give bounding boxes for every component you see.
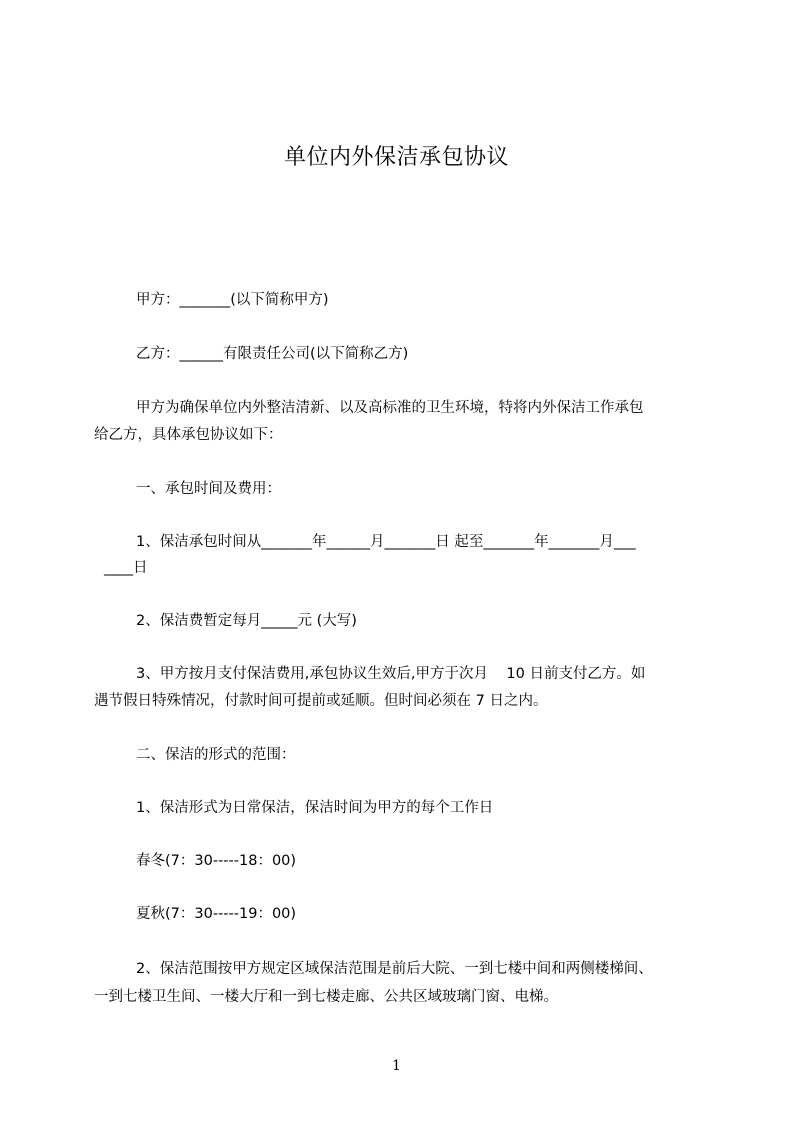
party-a-line: 甲方：_______(以下简称甲方) [136,292,329,308]
item-1-3-line-1: 3、甲方按月支付保洁费用,承包协议生效后,甲方于次月 10 日前支付乙方。如 [136,666,646,682]
item-2-2-line-2: 一到七楼卫生间、一楼大厅和一到七楼走廊、公共区域玻璃门窗、电梯。 [94,989,558,1005]
item-1-2: 2、保洁费暂定每月_____元 (大写) [136,613,357,629]
section-2-heading: 二、保洁的形式的范围： [136,747,296,763]
intro-paragraph-line-2: 给乙方，具体承包协议如下： [94,427,283,443]
item-1-1-line-2: ____日 [104,560,148,576]
intro-paragraph-line-1: 甲方为确保单位内外整洁清新、以及高标准的卫生环境，特将内外保洁工作承包 [136,400,644,416]
schedule-summer-autumn: 夏秋(7：30-----19：00) [136,906,297,922]
item-2-2-line-1: 2、保洁范围按甲方规定区域保洁范围是前后大院、一到七楼中间和两侧楼梯间、 [136,961,653,977]
schedule-spring-winter: 春冬(7：30-----18：00) [136,853,297,869]
item-1-3-line-2: 遇节假日特殊情况，付款时间可提前或延顺。但时间必须在 7 日之内。 [94,693,548,709]
section-1-heading: 一、承包时间及费用： [136,481,281,497]
document-title: 单位内外保洁承包协议 [283,145,509,170]
item-2-1: 1、保洁形式为日常保洁，保洁时间为甲方的每个工作日 [136,800,494,816]
page-number: 1 [392,1058,401,1074]
item-1-1-line-1: 1、保洁承包时间从_______年______月_______日 起至_______年_______月___ [136,534,636,550]
party-b-line: 乙方：______有限责任公司(以下简称乙方) [136,346,409,362]
